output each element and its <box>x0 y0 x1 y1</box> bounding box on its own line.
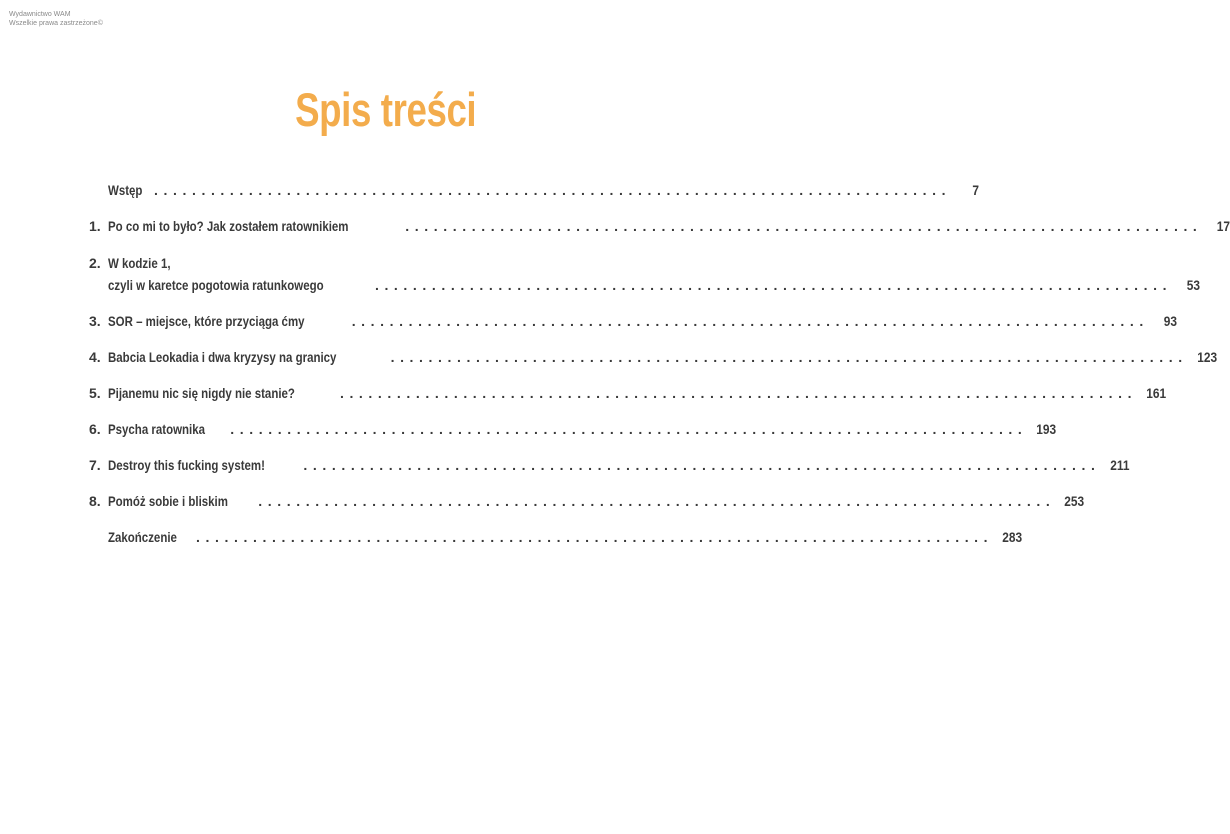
dot-leader: .................................................................................... <box>196 529 994 545</box>
dot-leader: .................................................................................... <box>230 421 1028 437</box>
toc-entry-title: Zakończenie <box>108 529 177 545</box>
toc-entry-number: 4. <box>89 349 101 365</box>
toc-entry-number: 6. <box>89 421 101 437</box>
page-title: Spis treści <box>294 83 476 136</box>
toc-entry-title: Wstęp <box>108 182 143 198</box>
publisher-name: Wydawnictwo WAM <box>9 11 71 18</box>
toc-entry-page: 93 <box>1163 313 1177 329</box>
toc-entry-title: Po co mi to było? Jak zostałem ratownikiem <box>108 218 349 234</box>
dot-leader: .................................................................................... <box>351 313 1149 329</box>
toc-entry-page: 17 <box>1217 218 1230 234</box>
toc-entry-number: 8. <box>89 493 101 509</box>
toc-entry-page: 211 <box>1109 457 1130 473</box>
dot-leader: .................................................................................... <box>154 182 952 198</box>
toc-entry-number: 7. <box>89 457 101 473</box>
toc-entry-page: 283 <box>1002 529 1023 545</box>
toc-entry-number: 5. <box>89 385 101 401</box>
copyright-note: Wszelkie prawa zastrzeżone© <box>9 20 103 27</box>
dot-leader: .................................................................................... <box>303 457 1101 473</box>
toc-entry-title: SOR – miejsce, które przyciąga ćmy <box>108 313 305 329</box>
toc-entry-title: Pijanemu nic się nigdy nie stanie? <box>108 385 295 401</box>
toc-entry-page: 53 <box>1186 277 1201 293</box>
toc-entry-number: 1. <box>89 218 101 234</box>
toc-entry-page: 253 <box>1064 493 1085 509</box>
toc-entry-title: Pomóż sobie i bliskim <box>108 493 228 509</box>
toc-entry-title: Destroy this fucking system! <box>108 457 265 473</box>
dot-leader: .................................................................................... <box>258 493 1056 509</box>
dot-leader: .................................................................................... <box>339 385 1138 401</box>
dot-leader: .................................................................................... <box>390 349 1188 365</box>
dot-leader: .................................................................................... <box>374 277 1173 293</box>
toc-entry-title-line-1: W kodzie 1, <box>108 255 171 271</box>
toc-entry-number: 2. <box>89 255 101 271</box>
toc-entry-page: 161 <box>1146 385 1167 401</box>
toc-entry-page: 123 <box>1197 349 1217 365</box>
dot-leader: .................................................................................... <box>405 218 1203 234</box>
toc-entry-title: Babcia Leokadia i dwa kryzysy na granicy <box>108 349 337 365</box>
toc-entry-page: 7 <box>972 182 980 198</box>
toc-entry-title-line-2: czyli w karetce pogotowia ratunkowego <box>108 277 324 293</box>
toc-entry-title: Psycha ratownika <box>108 421 205 437</box>
publisher-note <box>9 10 103 28</box>
toc-entry-page: 193 <box>1036 421 1057 437</box>
toc-entry-number: 3. <box>89 313 101 329</box>
